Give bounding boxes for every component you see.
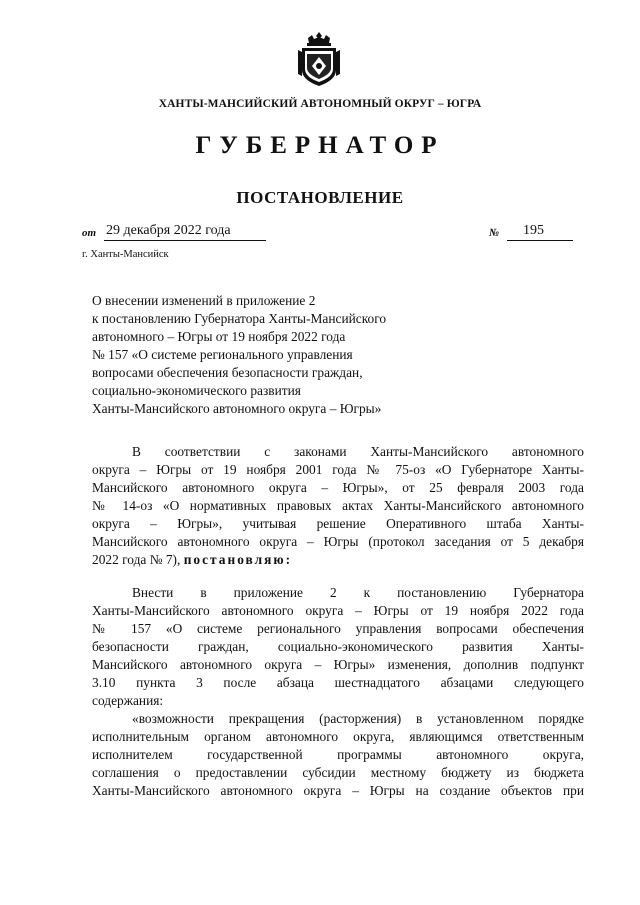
subject-line: автономного – Югры от 19 ноября 2022 года bbox=[92, 329, 346, 344]
decree-word: постановляю: bbox=[183, 552, 293, 567]
paragraph-line-final bbox=[92, 551, 584, 569]
region-title: ХАНТЫ-МАНСИЙСКИЙ АВТОНОМНЫЙ ОКРУГ – ЮГРА bbox=[158, 98, 482, 110]
paragraph-line: содержания: bbox=[92, 693, 164, 708]
document-date: 29 декабря 2022 года bbox=[104, 222, 266, 241]
paragraph-line: Мансийского автономного округа – Югры», от 25 февраля 2003 года bbox=[92, 480, 584, 495]
paragraph-line: Ханты-Мансийского автономного округа – Югры на создание объектов при bbox=[92, 783, 584, 798]
subject-line: О внесении изменений в приложение 2 bbox=[92, 293, 316, 308]
paragraph-line: Внести в приложение 2 к постановлению Губернатора bbox=[132, 585, 584, 600]
decree-heading: ПОСТАНОВЛЕНИЕ bbox=[236, 188, 404, 207]
paragraph-line: исполнительным органом автономного округа, являющимся ответственным bbox=[92, 729, 584, 744]
paragraph-line: соглашения о предоставлении субсидии местному бюджету из бюджета bbox=[92, 765, 584, 780]
paragraph-line: 3.10 пункта 3 после абзаца шестнадцатого абзацами следующего bbox=[92, 675, 584, 690]
paragraph-line: № 14-оз «О нормативных правовых актах Ханты-Мансийского автономного bbox=[92, 498, 584, 513]
paragraph-line: Ханты-Мансийского автономного округа – Югры от 19 ноября 2022 года bbox=[92, 603, 584, 618]
paragraph-line: «возможности прекращения (расторжения) в установленном порядке bbox=[132, 711, 584, 726]
paragraph-line: Мансийского автономного округа – Югры» изменения, дополнив подпункт bbox=[92, 657, 584, 672]
subject-line: Ханты-Мансийского автономного округа – Югры» bbox=[92, 401, 382, 416]
paragraph-line-text: 2022 года № 7), bbox=[92, 552, 181, 567]
subject-line: № 157 «О системе регионального управления bbox=[92, 347, 353, 362]
paragraph-line: исполнителем государственной программы автономного округа, bbox=[92, 747, 584, 762]
date-label: от bbox=[82, 227, 97, 239]
document-number: 195 bbox=[507, 222, 573, 241]
paragraph-line: № 157 «О системе регионального управления вопросами обеспечения bbox=[92, 621, 584, 636]
coat-of-arms-emblem bbox=[296, 30, 342, 88]
city-name: г. Ханты-Мансийск bbox=[82, 249, 169, 260]
paragraph-line: Мансийского автономного округа – Югры (протокол заседания от 5 декабря bbox=[92, 534, 584, 549]
paragraph-line: округа – Югры от 19 ноября 2001 года № 75-оз «О Губернаторе Ханты- bbox=[92, 462, 584, 477]
subject-line: социально-экономического развития bbox=[92, 383, 301, 398]
governor-heading: ГУБЕРНАТОР bbox=[195, 132, 445, 159]
quoted-paragraph bbox=[92, 710, 584, 800]
number-label: № bbox=[489, 227, 500, 239]
subject-line: к постановлению Губернатора Ханты-Мансийского bbox=[92, 311, 387, 326]
subject-line: вопросами обеспечения безопасности граждан, bbox=[92, 365, 363, 380]
paragraph-line: В соответствии с законами Ханты-Мансийского автономного bbox=[132, 444, 584, 459]
amendment-paragraph bbox=[92, 584, 584, 710]
paragraph-line: безопасности граждан, социально-экономического развития Ханты- bbox=[92, 639, 584, 654]
preamble-paragraph bbox=[92, 443, 584, 569]
paragraph-line: округа – Югры», учитывая решение Оперативного штаба Ханты- bbox=[92, 516, 584, 531]
decree-subject bbox=[92, 292, 386, 418]
